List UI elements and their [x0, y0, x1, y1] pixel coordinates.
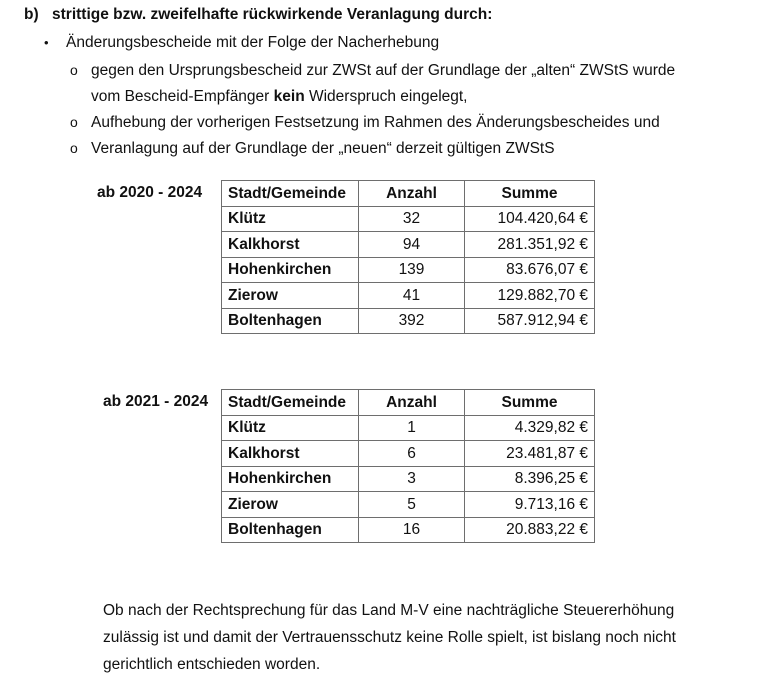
table-row: [222, 517, 595, 543]
cell-anzahl: 5: [359, 492, 465, 518]
column-header-stadt: Stadt/Gemeinde: [222, 390, 359, 416]
cell-anzahl: 32: [359, 206, 465, 232]
table-row: [222, 257, 595, 283]
circle-bullet-icon: o: [70, 140, 78, 156]
circle-bullet-icon: o: [70, 62, 78, 78]
cell-stadt: Kalkhorst: [222, 441, 359, 467]
sub-item-1: [70, 62, 720, 80]
cell-summe: 20.883,22 €: [465, 517, 595, 543]
sub-item-1-text-line-1: gegen den Ursprungsbescheid zur ZWSt auf der Grundlage der „alten“ ZWStS wurde: [91, 62, 676, 79]
paragraph-line-1: Ob nach der Rechtsprechung für das Land M-V eine nachträgliche Steuererhöhung: [103, 602, 675, 619]
cell-summe: 129.882,70 €: [465, 283, 595, 309]
cell-summe: 23.481,87 €: [465, 441, 595, 467]
table-row: [222, 466, 595, 492]
table-row: [222, 441, 595, 467]
cell-stadt: Boltenhagen: [222, 517, 359, 543]
cell-summe: 83.676,07 €: [465, 257, 595, 283]
sub-item-3: [70, 140, 555, 158]
cell-stadt: Klütz: [222, 206, 359, 232]
cell-stadt: Hohenkirchen: [222, 257, 359, 283]
column-header-anzahl: Anzahl: [359, 181, 465, 207]
emphasis-kein: kein: [273, 88, 305, 105]
cell-anzahl: 16: [359, 517, 465, 543]
cell-anzahl: 1: [359, 415, 465, 441]
section-marker: b): [24, 6, 39, 23]
cell-anzahl: 139: [359, 257, 465, 283]
sub-item-2: [70, 114, 660, 132]
cell-summe: 281.351,92 €: [465, 232, 595, 258]
cell-stadt: Zierow: [222, 492, 359, 518]
cell-summe: 587.912,94 €: [465, 308, 595, 334]
table-row: [222, 283, 595, 309]
bullet-item: [44, 34, 439, 52]
period-label-2020: ab 2020 - 2024: [97, 184, 203, 201]
table-row: [222, 206, 595, 232]
sub-item-3-text: Veranlagung auf der Grundlage der „neuen“ derzeit gültigen ZWStS: [91, 140, 555, 157]
cell-summe: 8.396,25 €: [465, 466, 595, 492]
sub-item-1-line-1: [70, 62, 720, 80]
cell-stadt: Boltenhagen: [222, 308, 359, 334]
sub-item-1-continuation: [91, 88, 468, 106]
table-row: [222, 308, 595, 334]
cell-summe: 104.420,64 €: [465, 206, 595, 232]
table-2021-2024: [221, 389, 595, 543]
table-row: [222, 492, 595, 518]
cell-summe: 4.329,82 €: [465, 415, 595, 441]
sub-item-1-text-line-2a: vom Bescheid-Empfänger: [91, 88, 274, 105]
section-heading-text: strittige bzw. zweifelhafte rückwirkende Veranlagung durch:: [52, 6, 493, 23]
period-label-2021: ab 2021 - 2024: [103, 393, 209, 410]
closing-paragraph: [103, 597, 743, 678]
cell-stadt: Zierow: [222, 283, 359, 309]
cell-anzahl: 41: [359, 283, 465, 309]
section-heading: [24, 6, 492, 24]
sub-item-2-text: Aufhebung der vorherigen Festsetzung im Rahmen des Änderungsbescheides und: [91, 114, 660, 131]
cell-anzahl: 6: [359, 441, 465, 467]
table-row: [222, 415, 595, 441]
cell-stadt: Klütz: [222, 415, 359, 441]
cell-anzahl: 392: [359, 308, 465, 334]
cell-summe: 9.713,16 €: [465, 492, 595, 518]
column-header-summe: Summe: [465, 181, 595, 207]
paragraph-line-3: gerichtlich entschieden worden.: [103, 656, 321, 673]
cell-stadt: Hohenkirchen: [222, 466, 359, 492]
bullet-icon: •: [44, 35, 49, 50]
cell-stadt: Kalkhorst: [222, 232, 359, 258]
cell-anzahl: 94: [359, 232, 465, 258]
sub-item-1-text-line-2b: Widerspruch eingelegt,: [304, 88, 468, 105]
bullet-text: Änderungsbescheide mit der Folge der Nacherhebung: [66, 34, 440, 51]
table-2020-2024: [221, 180, 595, 334]
circle-bullet-icon: o: [70, 114, 78, 130]
table-header-row: [222, 390, 595, 416]
column-header-stadt: Stadt/Gemeinde: [222, 181, 359, 207]
column-header-summe: Summe: [465, 390, 595, 416]
column-header-anzahl: Anzahl: [359, 390, 465, 416]
paragraph-line-2: zulässig ist und damit der Vertrauensschutz keine Rolle spielt, ist bislang noch nicht: [103, 629, 676, 646]
table-header-row: [222, 181, 595, 207]
cell-anzahl: 3: [359, 466, 465, 492]
table-row: [222, 232, 595, 258]
